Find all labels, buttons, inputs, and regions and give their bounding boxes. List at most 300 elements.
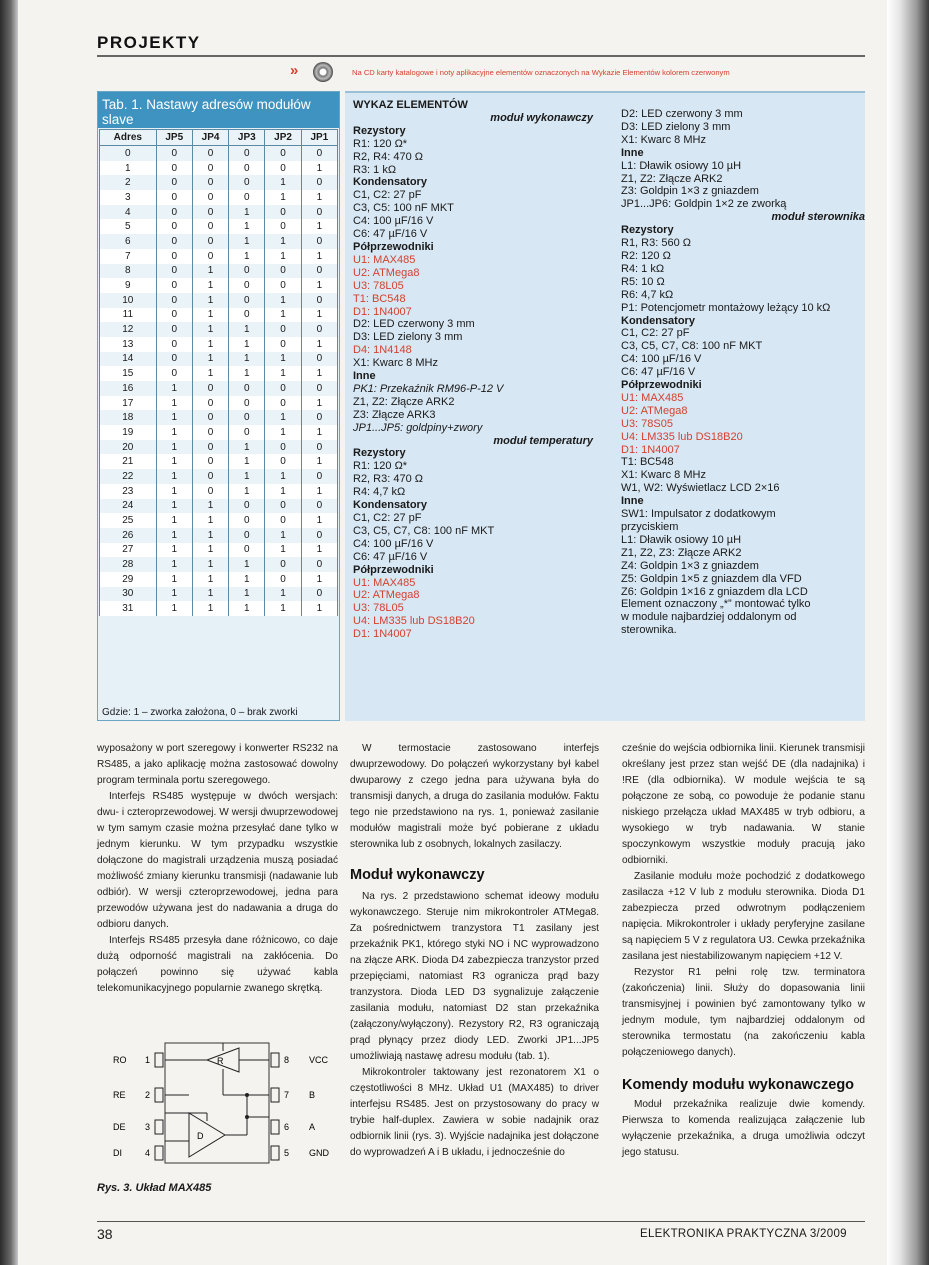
- table-cell: 1: [265, 293, 301, 308]
- parts-item: Z1, Z2: Złącze ARK2: [621, 172, 723, 185]
- parts-item: U1: MAX485: [621, 391, 684, 404]
- parts-item: D2: LED czerwony 3 mm: [353, 318, 475, 331]
- table-cell: 0: [265, 219, 301, 234]
- parts-group-heading: Kondensatory: [621, 314, 695, 327]
- table-cell: 1: [301, 396, 337, 411]
- parts-item: C6: 47 µF/16 V: [353, 550, 428, 563]
- table-cell: 8: [100, 264, 157, 279]
- table-cell: 1: [156, 528, 192, 543]
- pin-number: 7: [284, 1090, 290, 1100]
- table-cell: 15: [100, 366, 157, 381]
- receiver-label: R: [217, 1056, 224, 1066]
- parts-item: Element oznaczony „*” montować tylko: [621, 598, 811, 611]
- table-cell: 29: [100, 572, 157, 587]
- pin-pad: [271, 1088, 279, 1102]
- parts-item: U4: LM335 lub DS18B20: [621, 430, 743, 443]
- table-cell: 5: [100, 219, 157, 234]
- parts-item: U3: 78L05: [353, 279, 404, 292]
- parts-group-heading: Inne: [621, 146, 644, 159]
- table-row: [100, 234, 338, 249]
- table-cell: 1: [229, 249, 265, 264]
- table-cell: 0: [265, 322, 301, 337]
- table-cell: 1: [301, 161, 337, 176]
- table-cell: 1: [156, 543, 192, 558]
- table-cell: 0: [301, 175, 337, 190]
- parts-item: C4: 100 µF/16 V: [353, 537, 434, 550]
- table-cell: 0: [192, 190, 228, 205]
- table-row: [100, 396, 338, 411]
- table-cell: 0: [229, 396, 265, 411]
- table-row: [100, 366, 338, 381]
- table-cell: 1: [156, 572, 192, 587]
- table-cell: 0: [156, 352, 192, 367]
- parts-item: D1: 1N4007: [353, 628, 412, 641]
- parts-item: U2: ATMega8: [353, 589, 420, 602]
- table-row: [100, 146, 338, 161]
- table-cell: 0: [301, 205, 337, 220]
- table-cell: 0: [156, 308, 192, 323]
- table-cell: 1: [301, 601, 337, 616]
- table-row: [100, 175, 338, 190]
- table-cell: 14: [100, 352, 157, 367]
- column-header: JP4: [192, 130, 228, 146]
- table-cell: 0: [265, 454, 301, 469]
- paragraph: Interfejs RS485 przesyła dane różnicowo, co daje dużą odporność magistrali na zakłócenia. Do połączeń powinno się używać kabla telekomunikacyjnego popularnie zwanego skrętką.: [97, 935, 338, 994]
- parts-item: D1: 1N4007: [621, 443, 680, 456]
- paragraph: Na rys. 2 przedstawiono schemat ideowy modułu wykonawczego. Steruje nim mikrokontroler ATMega8. Za pośrednictwem tranzystora T1 zasilany jest przekaźnik PK1, którego styki NO i NC wyprowadzono na złącze ARK. Dioda D4 zabezpiecza tranzystor przed przepięciami, natomiast R3 ogranicza prąd bazy tranzystora. Dioda LED D3 sygnalizuje załączenie zasilania modułu, natomiast D2 stan przekaźnika (załączony/wyłączony). Rezystory R2, R3 ograniczają prąd płynący przez diody LED. Zworki JP1...JP5 umożliwiają nastawę adresu modułu (tab. 1).: [350, 891, 599, 1062]
- table-cell: 9: [100, 278, 157, 293]
- junction: [245, 1093, 249, 1097]
- table-cell: 0: [265, 557, 301, 572]
- table-cell: 0: [301, 322, 337, 337]
- pin-number: 8: [284, 1055, 290, 1065]
- parts-item: przyciskiem: [621, 521, 679, 533]
- table-cell: 21: [100, 454, 157, 469]
- pin-pad: [155, 1053, 163, 1067]
- table-row: [100, 161, 338, 176]
- table-cell: 1: [192, 572, 228, 587]
- pin-number: 2: [145, 1090, 151, 1100]
- parts-item: w module najbardziej oddalonym od: [621, 611, 797, 624]
- paragraph: Rezystor R1 pełni rolę tzw. terminatora (zakończenia) linii. Służy do dopasowania linii transmisyjnej i powinien być zamontowany tylko w jednym module, tym najbardziej oddalonym od sterownika termostatu (na zakończeniu kabla połączeniowego danych).: [622, 967, 865, 1058]
- table-cell: 0: [156, 264, 192, 279]
- table-cell: 0: [229, 293, 265, 308]
- table-cell: 0: [301, 587, 337, 602]
- table-cell: 1: [192, 308, 228, 323]
- table-title: Tab. 1. Nastawy adresów modułów slave: [98, 92, 339, 128]
- parts-item: U2: ATMega8: [353, 266, 420, 279]
- table-cell: 1: [156, 454, 192, 469]
- pin-label: DI: [113, 1148, 122, 1158]
- parts-item: D4: 1N4148: [353, 344, 412, 357]
- pin-number: 6: [284, 1122, 290, 1132]
- table-cell: 0: [156, 205, 192, 220]
- table-cell: 1: [156, 513, 192, 528]
- table-cell: 30: [100, 587, 157, 602]
- table-cell: 17: [100, 396, 157, 411]
- driver-label: D: [197, 1131, 204, 1141]
- table-cell: 19: [100, 425, 157, 440]
- table-cell: 1: [265, 601, 301, 616]
- column-header: JP2: [265, 130, 301, 146]
- table-cell: 0: [265, 161, 301, 176]
- table-cell: 1: [156, 381, 192, 396]
- table-cell: 1: [265, 425, 301, 440]
- table-cell: 1: [192, 322, 228, 337]
- pin-number: 1: [145, 1055, 151, 1065]
- parts-item: sterownika.: [621, 624, 677, 637]
- column-header: JP1: [301, 130, 337, 146]
- table-row: [100, 293, 338, 308]
- column-header: JP3: [229, 130, 265, 146]
- table-footnote: Gdzie: 1 – zworka założona, 0 – brak zworki: [102, 707, 298, 718]
- parts-item: R1, R3: 560 Ω: [621, 237, 691, 250]
- table-cell: 1: [229, 587, 265, 602]
- table-cell: 0: [229, 381, 265, 396]
- table-cell: 1: [265, 352, 301, 367]
- parts-item: T1: BC548: [621, 456, 674, 469]
- paragraph: Zasilanie modułu może pochodzić z dodatkowego zasilacza +12 V lub z modułu sterownika. Dioda D1 zabezpiecza przed odwrotnym podłączeniem napięcia. Mikrokontroler i układy peryferyjne zasilane są napięciem 5 V z regulatora U3. Cewka przekaźnika zasilana jest niestabilizowanym napięciem +12 V.: [622, 871, 865, 962]
- right-pins: [271, 1053, 330, 1160]
- table-cell: 1: [156, 557, 192, 572]
- table-cell: 1: [301, 425, 337, 440]
- table-cell: 1: [301, 366, 337, 381]
- table-cell: 1: [156, 410, 192, 425]
- table-cell: 1: [265, 190, 301, 205]
- table-cell: 0: [192, 454, 228, 469]
- table-cell: 1: [265, 175, 301, 190]
- parts-group-heading: Rezystory: [353, 447, 406, 460]
- table-cell: 0: [156, 146, 192, 161]
- table-cell: 0: [229, 190, 265, 205]
- parts-item: U3: 78S05: [621, 417, 673, 430]
- table-row: [100, 190, 338, 205]
- parts-item: C4: 100 µF/16 V: [621, 353, 702, 366]
- table-cell: 1: [301, 278, 337, 293]
- paragraph: wyposażony w port szeregowy i konwerter RS232 na RS485, a jako aplikację można zastosować dowolny program terminala portu szeregowego.: [97, 743, 338, 786]
- table-cell: 10: [100, 293, 157, 308]
- left-pins: [113, 1053, 163, 1160]
- table-cell: 0: [265, 146, 301, 161]
- table-cell: 0: [156, 175, 192, 190]
- cd-disc-icon: [313, 62, 333, 82]
- parts-item: Z3: Goldpin 1×3 z gniazdem: [621, 185, 759, 198]
- table-row: [100, 322, 338, 337]
- table-cell: 0: [265, 381, 301, 396]
- table-row: [100, 513, 338, 528]
- table-cell: 0: [265, 205, 301, 220]
- pin-label: RO: [113, 1055, 127, 1065]
- table-cell: 1: [265, 484, 301, 499]
- table-cell: 4: [100, 205, 157, 220]
- table-cell: 0: [192, 425, 228, 440]
- paragraph: Mikrokontroler taktowany jest rezonatorem X1 o częstotliwości 8 MHz. Układ U1 (MAX485) to driver interfejsu RS485. Jest on przystosowany do pracy w trybie half-duplex. Zawiera w sobie nadajnik oraz odbiornik linii (rys. 3). Wyjście nadajnika jest dołączone do wyprowadzeń A i B układu, i jednocześnie do: [350, 1067, 599, 1158]
- figure-caption: Rys. 3. Układ MAX485: [97, 1182, 212, 1194]
- table-cell: 3: [100, 190, 157, 205]
- table-cell: 6: [100, 234, 157, 249]
- parts-item: R1: 120 Ω*: [353, 460, 408, 473]
- parts-item: U2: ATMega8: [621, 404, 688, 417]
- parts-item: U1: MAX485: [353, 576, 416, 589]
- table-cell: 1: [301, 308, 337, 323]
- table-cell: 16: [100, 381, 157, 396]
- table-cell: 1: [301, 337, 337, 352]
- parts-item: Z5: Goldpin 1×5 z gniazdem dla VFD: [621, 572, 802, 585]
- table-cell: 1: [192, 601, 228, 616]
- table-row: [100, 278, 338, 293]
- table-cell: 25: [100, 513, 157, 528]
- parts-item: C3, C5, C7, C8: 100 nF MKT: [621, 340, 763, 353]
- magazine-issue: ELEKTRONIKA PRAKTYCZNA 3/2009: [640, 1228, 847, 1240]
- table-row: [100, 572, 338, 587]
- parts-item: D1: 1N4007: [353, 305, 412, 318]
- parts-group-heading: Półprzewodniki: [353, 240, 434, 253]
- cd-note: [290, 62, 870, 84]
- table-cell: 1: [229, 366, 265, 381]
- table-cell: 0: [301, 410, 337, 425]
- parts-item: X1: Kwarc 8 MHz: [621, 469, 706, 482]
- table-cell: 1: [156, 601, 192, 616]
- pin-pad: [155, 1146, 163, 1160]
- table-cell: 1: [156, 499, 192, 514]
- table-cell: 1: [229, 322, 265, 337]
- table-cell: 28: [100, 557, 157, 572]
- parts-group-heading: Rezystory: [621, 224, 674, 237]
- table-cell: 1: [192, 499, 228, 514]
- table-cell: 0: [229, 308, 265, 323]
- table-cell: 0: [156, 219, 192, 234]
- table-cell: 0: [156, 278, 192, 293]
- parts-item: C4: 100 µF/16 V: [353, 215, 434, 228]
- table-cell: 0: [156, 190, 192, 205]
- table-cell: 0: [229, 175, 265, 190]
- table-cell: 0: [156, 366, 192, 381]
- scan-edge-left: [0, 0, 18, 1265]
- table-cell: 1: [301, 572, 337, 587]
- table-cell: 0: [192, 249, 228, 264]
- scan-edge-right: [887, 0, 929, 1265]
- table-cell: 0: [229, 513, 265, 528]
- table-cell: 0: [192, 146, 228, 161]
- parts-list: [345, 91, 865, 721]
- table-cell: 0: [265, 440, 301, 455]
- paragraph: W termostacie zastosowano interfejs dwuprzewodowy. Do połączeń wykorzystany był kabel dwuparowy z czego jedna para używana była do transmisji danych, a druga do zasilania modułów. Faktu tego nie przedstawiono na rys. 1, ponieważ zasilanie modułów magistrali może być pobierane z układu sterownika lub z osobnych, lokalnych zasilaczy.: [350, 743, 599, 850]
- pin-pad: [155, 1088, 163, 1102]
- parts-group-heading: Rezystory: [353, 124, 406, 137]
- parts-item: D3: LED zielony 3 mm: [353, 331, 463, 344]
- max485-diagram: [97, 1035, 342, 1175]
- parts-group-heading: Inne: [621, 495, 644, 508]
- table-row: [100, 454, 338, 469]
- table-cell: 1: [229, 557, 265, 572]
- table-cell: 23: [100, 484, 157, 499]
- table-cell: 0: [229, 499, 265, 514]
- table-cell: 1: [229, 352, 265, 367]
- text-column-left: [97, 741, 338, 997]
- table-cell: 1: [156, 425, 192, 440]
- paragraph: cześnie do wejścia odbiornika linii. Kierunek transmisji określany jest przez stan wejść DE (dla nadajnika) i !RE (dla odbiornika). W module wejścia te są połączone ze sobą, co powoduje że podanie stanu niskiego przełącza układ MAX485 w tryb odbioru, a wysokiego w tryb nadawania. W stanie spoczynkowym wszystkie moduły pracują jako odbiorniki.: [622, 743, 865, 866]
- pin-label: A: [309, 1122, 316, 1132]
- parts-module-heading: moduł wykonawczy: [490, 111, 593, 124]
- table-row: [100, 352, 338, 367]
- table-row: [100, 484, 338, 499]
- table-cell: 0: [192, 205, 228, 220]
- parts-item: C6: 47 µF/16 V: [621, 366, 696, 379]
- parts-item: C3, C5, C7, C8: 100 nF MKT: [353, 524, 495, 537]
- table-cell: 0: [229, 425, 265, 440]
- parts-item: P1: Potencjometr montażowy leżący 10 kΩ: [621, 301, 831, 314]
- table-cell: 1: [100, 161, 157, 176]
- column-header: Adres: [100, 130, 157, 146]
- table-cell: 0: [100, 146, 157, 161]
- parts-column-2: [621, 108, 865, 637]
- table-cell: 0: [301, 146, 337, 161]
- table-cell: 0: [229, 410, 265, 425]
- parts-item: PK1: Przekaźnik RM96-P-12 V: [353, 382, 504, 395]
- parts-item: C6: 47 µF/16 V: [353, 228, 428, 241]
- cd-note-text: Na CD karty katalogowe i noty aplikacyjne elementów oznaczonych na Wykazie Elementów kolorem czerwonym: [352, 68, 730, 77]
- pin-number: 5: [284, 1148, 290, 1158]
- table-cell: 1: [301, 219, 337, 234]
- parts-module-heading: moduł temperatury: [493, 434, 593, 447]
- table-cell: 1: [229, 601, 265, 616]
- table-cell: 0: [265, 396, 301, 411]
- parts-group-heading: WYKAZ ELEMENTÓW: [353, 99, 468, 111]
- table-cell: 1: [156, 440, 192, 455]
- table-cell: 1: [192, 587, 228, 602]
- pin-label: VCC: [309, 1055, 329, 1065]
- table-cell: 1: [301, 454, 337, 469]
- table-row: [100, 528, 338, 543]
- table-row: [100, 587, 338, 602]
- table-cell: 0: [192, 219, 228, 234]
- parts-item: Z4: Goldpin 1×3 z gniazdem: [621, 559, 759, 572]
- parts-item: U4: LM335 lub DS18B20: [353, 615, 475, 628]
- table-row: [100, 249, 338, 264]
- table-cell: 0: [301, 352, 337, 367]
- table-cell: 31: [100, 601, 157, 616]
- table-cell: 0: [156, 293, 192, 308]
- table-cell: 0: [301, 469, 337, 484]
- parts-item: C1, C2: 27 pF: [353, 512, 422, 524]
- table-cell: 0: [301, 528, 337, 543]
- table-cell: 0: [229, 161, 265, 176]
- footer-rule: [97, 1221, 865, 1222]
- table-cell: 1: [265, 234, 301, 249]
- table-cell: 1: [229, 484, 265, 499]
- parts-item: JP1...JP5: goldpiny+zwory: [353, 421, 483, 434]
- table-cell: 1: [192, 278, 228, 293]
- table-cell: 18: [100, 410, 157, 425]
- parts-item: C1, C2: 27 pF: [353, 189, 422, 202]
- table-cell: 1: [301, 249, 337, 264]
- table-cell: 1: [265, 528, 301, 543]
- section-heading: Moduł wykonawczy: [350, 867, 485, 883]
- table-cell: 1: [192, 528, 228, 543]
- table-cell: 0: [229, 146, 265, 161]
- table-cell: 0: [301, 499, 337, 514]
- table-cell: 0: [229, 543, 265, 558]
- table-row: [100, 557, 338, 572]
- parts-item: Z1, Z2, Z3: Złącze ARK2: [621, 546, 742, 559]
- table-cell: 1: [156, 469, 192, 484]
- double-chevron-icon: »: [290, 62, 299, 79]
- table-cell: 0: [229, 528, 265, 543]
- table-cell: 1: [229, 572, 265, 587]
- table-cell: 2: [100, 175, 157, 190]
- table-cell: 1: [192, 513, 228, 528]
- table-row: [100, 264, 338, 279]
- table-cell: 1: [192, 264, 228, 279]
- parts-item: C3, C5: 100 nF MKT: [353, 202, 454, 215]
- parts-item: JP1...JP6: Goldpin 1×2 ze zworką: [621, 198, 787, 211]
- parts-item: R4: 4,7 kΩ: [353, 486, 406, 499]
- table-cell: 0: [229, 278, 265, 293]
- table-cell: 0: [192, 234, 228, 249]
- table-cell: 1: [229, 337, 265, 352]
- parts-item: R2, R4: 470 Ω: [353, 150, 423, 163]
- pin-number: 4: [145, 1148, 151, 1158]
- table-cell: 0: [301, 557, 337, 572]
- table-cell: 0: [265, 572, 301, 587]
- table-cell: 0: [192, 161, 228, 176]
- table-cell: 0: [192, 484, 228, 499]
- junction: [245, 1115, 249, 1119]
- table-cell: 1: [156, 396, 192, 411]
- table-cell: 1: [265, 366, 301, 381]
- table-cell: 1: [192, 337, 228, 352]
- table-row: [100, 440, 338, 455]
- table-row: [100, 410, 338, 425]
- table-cell: 1: [192, 557, 228, 572]
- parts-item: D3: LED zielony 3 mm: [621, 120, 731, 133]
- table-cell: 1: [301, 484, 337, 499]
- parts-item: R3: 1 kΩ: [353, 163, 397, 176]
- table-cell: 1: [229, 454, 265, 469]
- table-cell: 0: [301, 440, 337, 455]
- table-cell: 0: [265, 499, 301, 514]
- parts-group-heading: Półprzewodniki: [621, 379, 702, 392]
- table-cell: 1: [301, 190, 337, 205]
- section-header: PROJEKTY: [97, 33, 201, 52]
- table-cell: 0: [265, 337, 301, 352]
- table-header-row: [100, 130, 338, 146]
- table-cell: 0: [156, 249, 192, 264]
- parts-item: U3: 78L05: [353, 602, 404, 615]
- table-cell: 1: [229, 469, 265, 484]
- parts-item: R5: 10 Ω: [621, 275, 665, 288]
- table-row: [100, 219, 338, 234]
- table-cell: 0: [229, 264, 265, 279]
- pin-pad: [271, 1053, 279, 1067]
- table-row: [100, 469, 338, 484]
- parts-item: X1: Kwarc 8 MHz: [621, 133, 706, 146]
- table-cell: 1: [192, 543, 228, 558]
- table-cell: 13: [100, 337, 157, 352]
- column-header: JP5: [156, 130, 192, 146]
- table-cell: 1: [265, 308, 301, 323]
- table-cell: 1: [192, 293, 228, 308]
- table-cell: 11: [100, 308, 157, 323]
- table-row: [100, 205, 338, 220]
- table-cell: 1: [265, 410, 301, 425]
- parts-group-heading: Półprzewodniki: [353, 563, 434, 576]
- table-cell: 1: [301, 543, 337, 558]
- pin-label: DE: [113, 1122, 126, 1132]
- table-cell: 0: [156, 337, 192, 352]
- table-cell: 20: [100, 440, 157, 455]
- table-cell: 1: [229, 205, 265, 220]
